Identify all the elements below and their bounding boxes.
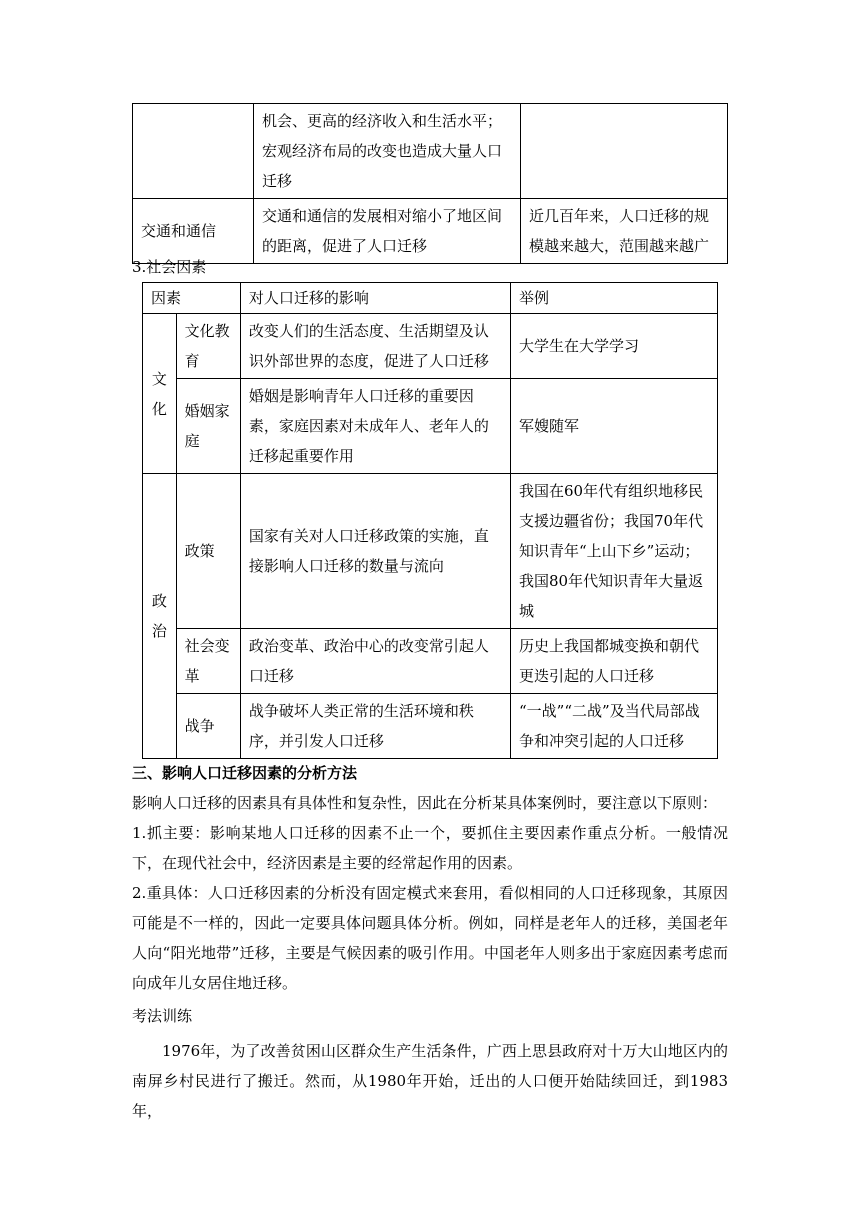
social-factors-table [142, 282, 718, 759]
table-row [133, 199, 728, 264]
impact-cell: 战争破坏人类正常的生活环境和秩序，并引发人口迁移 [240, 694, 510, 759]
header-example: 举例 [511, 283, 718, 314]
example-cell: 历史上我国都城变换和朝代更迭引起的人口迁移 [511, 629, 718, 694]
practice-paragraph: 1976年，为了改善贫困山区群众生产生活条件，广西上思县政府对十万大山地区内的南屏乡村民进行了搬迁。然而，从1980年开始，迁出的人口便开始陆续回迁，到1983年， [132, 1042, 728, 1120]
section-3-title: 3.社会因素 [132, 258, 207, 276]
sub-factor-cell: 政策 [176, 474, 240, 629]
example-cell: 军嫂随军 [511, 379, 718, 474]
sub-factor-cell: 婚姻家庭 [176, 379, 240, 474]
economic-factors-table-continued [132, 103, 728, 264]
table-row [143, 314, 718, 379]
table-row [143, 474, 718, 629]
header-factor: 因素 [143, 283, 241, 314]
impact-cell: 改变人们的生活态度、生活期望及认识外部世界的态度，促进了人口迁移 [240, 314, 510, 379]
group-culture [143, 314, 177, 474]
practice-title: 考法训练 [132, 1007, 193, 1025]
example-cell: 我国在60年代有组织地移民支援边疆省份；我国70年代知识青年“上山下乡”运动；我国80年代知识青年大量返城 [511, 474, 718, 629]
principle-2-paragraph: 2.重具体：人口迁移因素的分析没有固定模式来套用，看似相同的人口迁移现象，其原因可能是不一样的，因此一定要具体问题具体分析。例如，同样是老年人的迁移，美国老年人向“阳光地带”迁移，主要是气候因素的吸引作用。中国老年人则多出于家庭因素考虑而向成年儿女居住地迁移。 [132, 884, 728, 992]
impact-cell: 政治变革、政治中心的改变常引起人口迁移 [240, 629, 510, 694]
example-cell: 大学生在大学学习 [511, 314, 718, 379]
factor-cell: 交通和通信 [133, 199, 254, 264]
impact-cell: 交通和通信的发展相对缩小了地区间的距离，促进了人口迁移 [254, 199, 521, 264]
sub-factor-cell: 战争 [176, 694, 240, 759]
table-row [143, 629, 718, 694]
example-cell [521, 104, 728, 199]
section-three-heading: 三、影响人口迁移因素的分析方法 [132, 764, 358, 782]
example-cell: “一战”“二战”及当代局部战争和冲突引起的人口迁移 [511, 694, 718, 759]
factor-cell [133, 104, 254, 199]
table-row [143, 379, 718, 474]
table-header-row [143, 283, 718, 314]
table-row [133, 104, 728, 199]
table-row [143, 694, 718, 759]
impact-cell: 国家有关对人口迁移政策的实施，直接影响人口迁移的数量与流向 [240, 474, 510, 629]
principle-1-paragraph: 1.抓主要：影响某地人口迁移的因素不止一个，要抓住主要因素作重点分析。一般情况下，在现代社会中，经济因素是主要的经常起作用的因素。 [132, 824, 728, 872]
group-politics-label: 政 治 [151, 592, 167, 640]
impact-cell: 婚姻是影响青年人口迁移的重要因素，家庭因素对未成年人、老年人的迁移起重要作用 [240, 379, 510, 474]
example-cell: 近几百年来，人口迁移的规模越来越大，范围越来越广 [521, 199, 728, 264]
sub-factor-cell: 文化教育 [176, 314, 240, 379]
intro-paragraph: 影响人口迁移的因素具有具体性和复杂性，因此在分析某具体案例时，要注意以下原则： [132, 794, 718, 812]
group-politics [143, 474, 177, 759]
header-impact: 对人口迁移的影响 [240, 283, 510, 314]
group-culture-label: 文 化 [151, 369, 167, 418]
impact-cell: 机会、更高的经济收入和生活水平；宏观经济布局的改变也造成大量人口迁移 [254, 104, 521, 199]
sub-factor-cell: 社会变革 [176, 629, 240, 694]
